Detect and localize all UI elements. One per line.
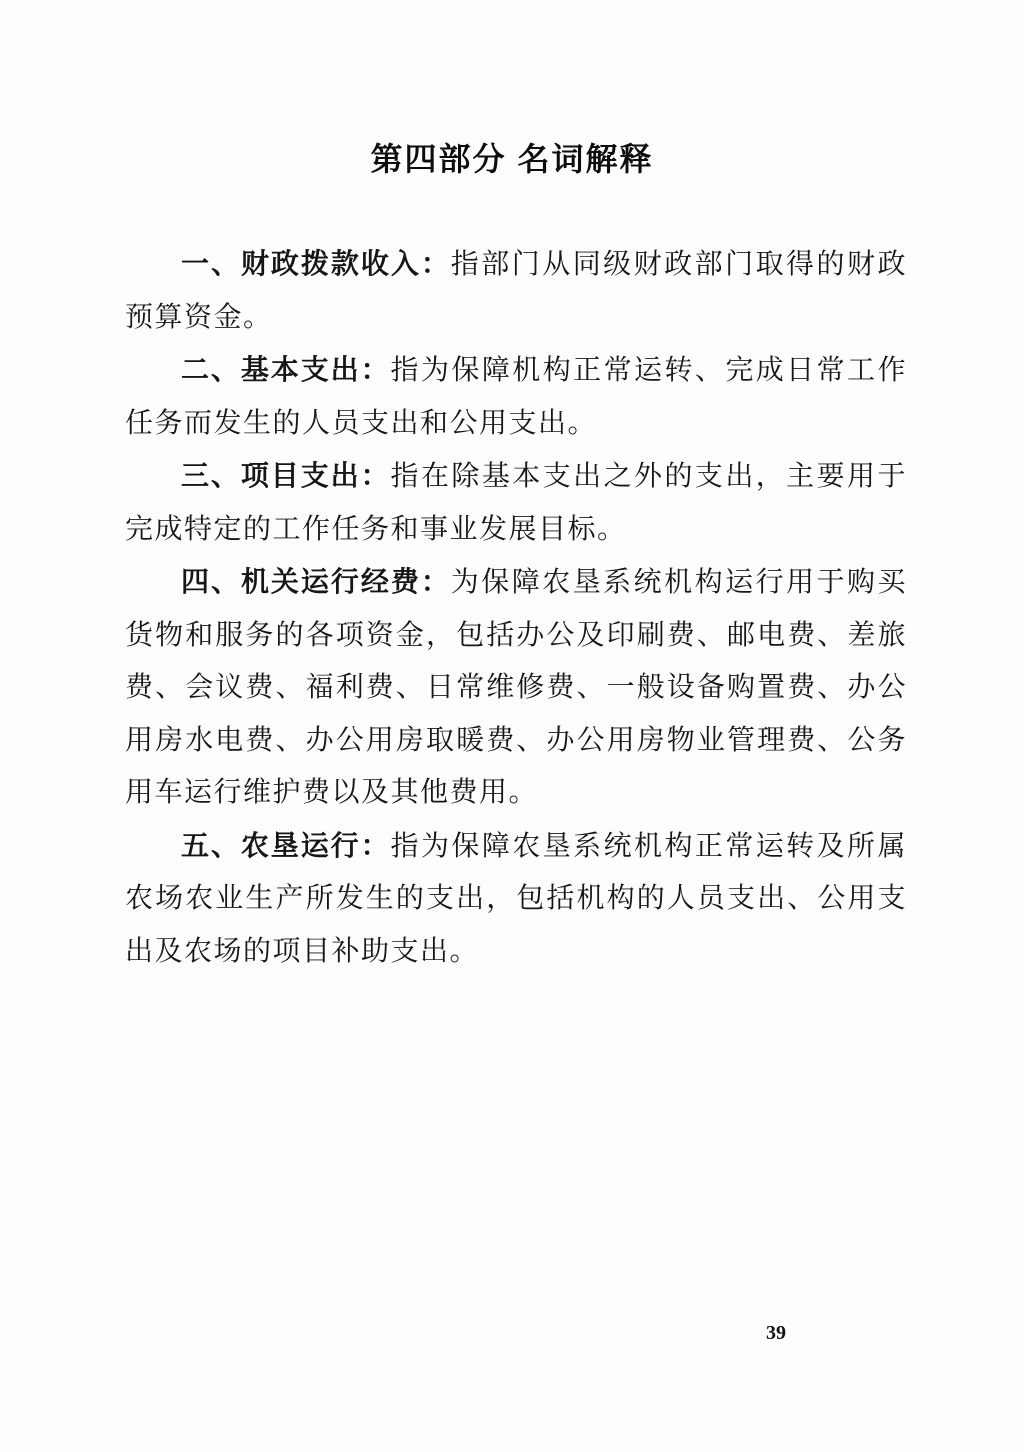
definition-term: 二、基本支出： (181, 354, 391, 385)
definition-term: 四、机关运行经费： (181, 566, 451, 597)
definitions-section (125, 238, 907, 978)
definition-term: 五、农垦运行： (181, 829, 391, 861)
definition-paragraph (125, 450, 907, 556)
definition-paragraph (125, 344, 907, 450)
page-number: 39 (766, 1322, 786, 1344)
definition-text: 指为保障机构正常运转、完成日常工作任务而发生的人员支出和公用支出。 (125, 355, 907, 439)
definition-term: 一、财政拨款收入： (181, 248, 451, 279)
definition-term: 三、项目支出： (181, 460, 391, 491)
definition-text: 指为保障农垦系统机构正常运转及所属农场农业生产所发生的支出，包括机构的人员支出、公用支出及农场的项目补助支出。 (125, 830, 907, 967)
definition-text: 指在除基本支出之外的支出，主要用于完成特定的工作任务和事业发展目标。 (125, 461, 907, 545)
definition-paragraph (125, 556, 907, 820)
page-title: 第四部分 名词解释 (370, 141, 654, 177)
definition-text: 为保障农垦系统机构运行用于购买货物和服务的各项资金，包括办公及印刷费、邮电费、差旅费、会议费、福利费、日常维修费、一般设备购置费、办公用房水电费、办公用房取暖费、办公用房物业管理费、公务用车运行维护费以及其他费用。 (125, 567, 907, 808)
definition-paragraph (125, 820, 907, 979)
definition-text: 指部门从同级财政部门取得的财政预算资金。 (125, 249, 907, 333)
definition-paragraph (125, 238, 907, 344)
